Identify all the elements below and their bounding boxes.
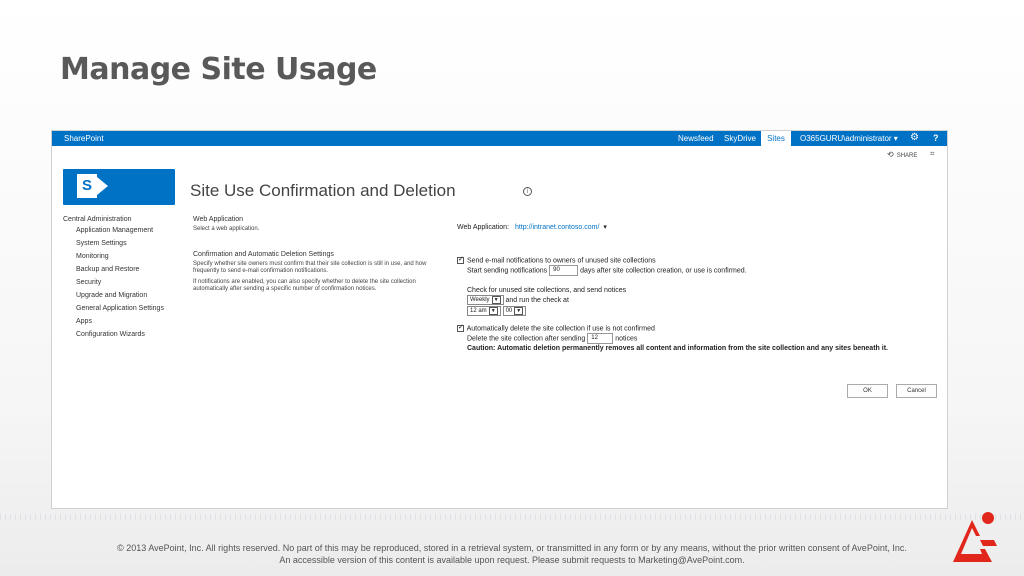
auto-delete-checkbox[interactable] (457, 325, 464, 332)
copyright-text: © 2013 AvePoint, Inc. All rights reserved. No part of this may be reproduced, stored in a retrieval system, or transmitted in any form or by any means, without the prior written consent of AvePoint, Inc. (117, 543, 907, 553)
confirm-section-desc (193, 251, 438, 293)
share-button[interactable] (887, 150, 917, 159)
help-icon[interactable]: ? (933, 133, 939, 143)
confirm-section-heading: Confirmation and Automatic Deletion Settings (193, 251, 334, 258)
start-suffix: days after site collection creation, or use is confirmed. (580, 267, 747, 275)
decorative-divider (0, 514, 1024, 520)
left-navigation (63, 216, 173, 344)
chevron-down-icon: ▼ (493, 297, 499, 304)
brand-label[interactable]: SharePoint (64, 134, 104, 143)
frequency-value: Weekly (470, 297, 490, 304)
suite-bar (52, 131, 947, 146)
nav-monitoring[interactable]: Monitoring (76, 253, 109, 260)
minute-value: 00 (505, 308, 513, 315)
hour-value: 12 am (470, 308, 487, 315)
notices-suffix: notices (615, 335, 638, 343)
gear-icon[interactable]: ⚙ (910, 132, 919, 143)
focus-content-icon[interactable]: ⌗ (930, 149, 935, 158)
frequency-select[interactable] (467, 295, 504, 305)
chevron-down-icon: ▼ (490, 308, 496, 315)
page-title: Site Use Confirmation and Deletion (190, 181, 456, 200)
sharepoint-s-icon: S (77, 174, 97, 198)
nav-backup-restore[interactable]: Backup and Restore (76, 266, 140, 273)
sharepoint-screenshot (51, 130, 948, 509)
nav-application-management[interactable]: Application Management (76, 227, 154, 234)
minute-select[interactable] (503, 306, 527, 316)
notification-settings (457, 257, 917, 353)
share-icon: ⟲ (887, 150, 894, 159)
slide-footer (0, 542, 1024, 566)
sharepoint-logo[interactable] (63, 169, 175, 205)
webapp-label: Web Application: (457, 224, 510, 231)
slide-title: Manage Site Usage (60, 52, 377, 87)
run-label: and run the check at (505, 297, 569, 305)
avepoint-logo-icon (950, 506, 1000, 564)
webapp-section-text: Select a web application. (193, 226, 260, 232)
webapp-caret-icon[interactable]: ▾ (603, 224, 607, 231)
nav-central-administration[interactable]: Central Administration (63, 216, 132, 223)
caution-text: Caution: Automatic deletion permanently removes all content and information from the site collection and any sites beneath it. (467, 344, 888, 352)
start-prefix: Start sending notifications (467, 267, 548, 275)
logo-arrow-icon (97, 177, 108, 195)
webapp-selector (457, 223, 607, 231)
check-label: Check for unused site collections, and send notices (467, 287, 627, 295)
cancel-button[interactable]: Cancel (896, 384, 937, 398)
start-days-input[interactable]: 90 (549, 265, 578, 276)
webapp-link[interactable]: http://intranet.contoso.com/ (514, 224, 600, 231)
nav-general-application-settings[interactable]: General Application Settings (76, 305, 164, 312)
webapp-section-desc (193, 216, 438, 233)
webapp-section-heading: Web Application (193, 216, 244, 223)
send-email-checkbox[interactable] (457, 257, 464, 264)
confirm-section-text-2: If notifications are enabled, you can also specify whether to delete the site collection automatically after sending a specific number of confirmation notices. (193, 279, 416, 292)
nav-newsfeed[interactable]: Newsfeed (678, 134, 714, 143)
nav-upgrade-migration[interactable]: Upgrade and Migration (76, 292, 148, 299)
nav-security[interactable]: Security (76, 279, 102, 286)
confirm-section-text-1: Specify whether site owners must confirm that their site collection is still in use, and how frequently to send e-mail confirmation notifications. (193, 261, 427, 274)
hour-select[interactable] (467, 306, 501, 316)
notices-count-input[interactable]: 12 (587, 333, 613, 344)
nav-configuration-wizards[interactable]: Configuration Wizards (76, 331, 145, 338)
user-menu[interactable]: O365GURU\administrator ▾ (800, 134, 898, 143)
delete-prefix: Delete the site collection after sending (467, 335, 586, 343)
info-icon[interactable]: i (523, 187, 532, 196)
nav-apps[interactable]: Apps (76, 318, 92, 325)
auto-delete-label: Automatically delete the site collection if use is not confirmed (466, 325, 655, 333)
send-email-label: Send e-mail notifications to owners of unused site collections (466, 257, 656, 265)
chevron-down-icon: ▼ (516, 308, 522, 315)
ok-button[interactable]: OK (847, 384, 888, 398)
nav-skydrive[interactable]: SkyDrive (724, 134, 757, 143)
share-label: SHARE (896, 153, 918, 159)
nav-sites[interactable]: Sites (761, 131, 791, 146)
nav-system-settings[interactable]: System Settings (76, 240, 127, 247)
accessibility-text: An accessible version of this content is available upon request. Please submit requests to Marketing@AvePoint.com. (279, 555, 745, 565)
